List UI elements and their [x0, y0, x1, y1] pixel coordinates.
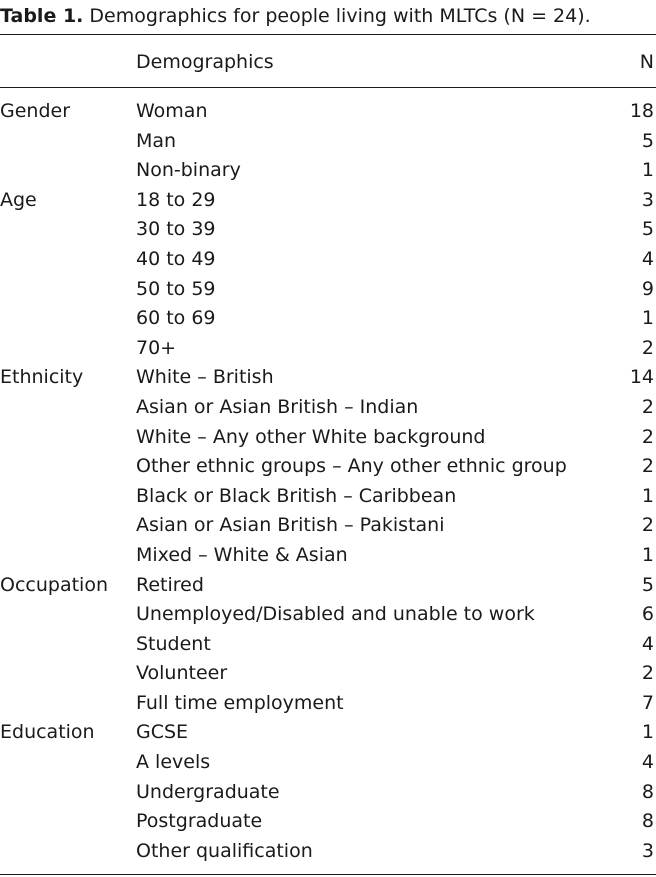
- table-row: [0, 659, 656, 689]
- row-count-value: 2: [641, 662, 654, 685]
- row-demographic-label: 18 to 29: [136, 188, 216, 211]
- table-row: [0, 334, 656, 364]
- row-count-value: 2: [641, 425, 654, 448]
- column-header-demographics: Demographics: [136, 51, 274, 73]
- row-count-value: 9: [641, 277, 654, 300]
- table-body: [0, 97, 656, 866]
- row-demographic-label: 40 to 49: [136, 247, 216, 270]
- table-row: [0, 423, 656, 453]
- row-demographic-label: White – British: [136, 366, 274, 389]
- row-demographic-label: Postgraduate: [136, 810, 263, 833]
- table-row: [0, 215, 656, 245]
- table-row: [0, 837, 656, 867]
- row-demographic-label: Full time employment: [136, 691, 344, 714]
- table-row: [0, 807, 656, 837]
- table-row: [0, 600, 656, 630]
- column-header-n: N: [639, 51, 654, 73]
- row-count-value: 4: [641, 751, 654, 774]
- row-demographic-label: 70+: [136, 336, 177, 359]
- row-demographic-label: Undergraduate: [136, 780, 280, 803]
- table-header-rule: [0, 87, 656, 88]
- row-demographic-label: Unemployed/Disabled and unable to work: [136, 603, 535, 626]
- table-row: [0, 571, 656, 601]
- row-count-value: 8: [641, 810, 654, 833]
- table-row: [0, 363, 656, 393]
- row-count-value: 4: [641, 632, 654, 655]
- row-demographic-label: 50 to 59: [136, 277, 216, 300]
- row-demographic-label: Non-binary: [136, 159, 241, 182]
- row-count-value: 1: [641, 543, 654, 566]
- table-row: [0, 452, 656, 482]
- row-group-label: Gender: [0, 100, 71, 122]
- row-count-value: 6: [641, 603, 654, 626]
- row-count-value: 1: [641, 307, 654, 330]
- row-demographic-label: Other qualification: [136, 839, 313, 862]
- table-row: [0, 186, 656, 216]
- row-count-value: 1: [641, 484, 654, 507]
- row-demographic-label: White – Any other White background: [136, 425, 486, 448]
- row-demographic-label: Asian or Asian British – Pakistani: [136, 514, 445, 537]
- row-count-value: 2: [641, 336, 654, 359]
- table-row: [0, 748, 656, 778]
- row-count-value: 5: [641, 573, 654, 596]
- row-demographic-label: A levels: [136, 751, 211, 774]
- row-demographic-label: Woman: [136, 100, 208, 122]
- row-count-value: 3: [641, 839, 654, 862]
- table-caption-text: Demographics for people living with MLTCs (N = 24).: [83, 5, 591, 27]
- row-demographic-label: 60 to 69: [136, 307, 216, 330]
- table-row: [0, 511, 656, 541]
- row-count-value: 2: [641, 395, 654, 418]
- table-row: [0, 393, 656, 423]
- row-demographic-label: GCSE: [136, 721, 189, 744]
- row-count-value: 5: [641, 129, 654, 152]
- table-caption: [0, 4, 656, 28]
- row-demographic-label: Asian or Asian British – Indian: [136, 395, 419, 418]
- table-row: [0, 541, 656, 571]
- row-count-value: 14: [629, 366, 654, 389]
- row-demographic-label: Mixed – White & Asian: [136, 543, 348, 566]
- table-row: [0, 630, 656, 660]
- row-demographic-label: 30 to 39: [136, 218, 216, 241]
- table-top-rule: [0, 34, 656, 35]
- row-group-label: Occupation: [0, 573, 108, 596]
- row-group-label: Ethnicity: [0, 366, 84, 389]
- row-group-label: Education: [0, 721, 95, 744]
- row-count-value: 2: [641, 455, 654, 478]
- table-row: [0, 304, 656, 334]
- table-bottom-rule: [0, 874, 656, 875]
- table-header-row: [0, 47, 656, 77]
- table-row: [0, 482, 656, 512]
- row-count-value: 2: [641, 514, 654, 537]
- table-row: [0, 156, 656, 186]
- table-caption-label: Table 1.: [0, 5, 84, 27]
- row-demographic-label: Man: [136, 129, 177, 152]
- row-count-value: 7: [641, 691, 654, 714]
- row-demographic-label: Student: [136, 632, 211, 655]
- row-count-value: 8: [641, 780, 654, 803]
- row-demographic-label: Volunteer: [136, 662, 228, 685]
- table-row: [0, 97, 656, 127]
- row-count-value: 1: [641, 159, 654, 182]
- row-count-value: 1: [641, 721, 654, 744]
- table-row: [0, 127, 656, 157]
- row-demographic-label: Black or Black British – Caribbean: [136, 484, 457, 507]
- row-count-value: 18: [629, 100, 654, 122]
- row-demographic-label: Retired: [136, 573, 204, 596]
- table-row: [0, 245, 656, 275]
- table-row: [0, 718, 656, 748]
- table-row: [0, 689, 656, 719]
- row-count-value: 5: [641, 218, 654, 241]
- row-demographic-label: Other ethnic groups – Any other ethnic group: [136, 455, 567, 478]
- row-count-value: 4: [641, 247, 654, 270]
- row-count-value: 3: [641, 188, 654, 211]
- table-row: [0, 275, 656, 305]
- row-group-label: Age: [0, 188, 37, 211]
- table-row: [0, 778, 656, 808]
